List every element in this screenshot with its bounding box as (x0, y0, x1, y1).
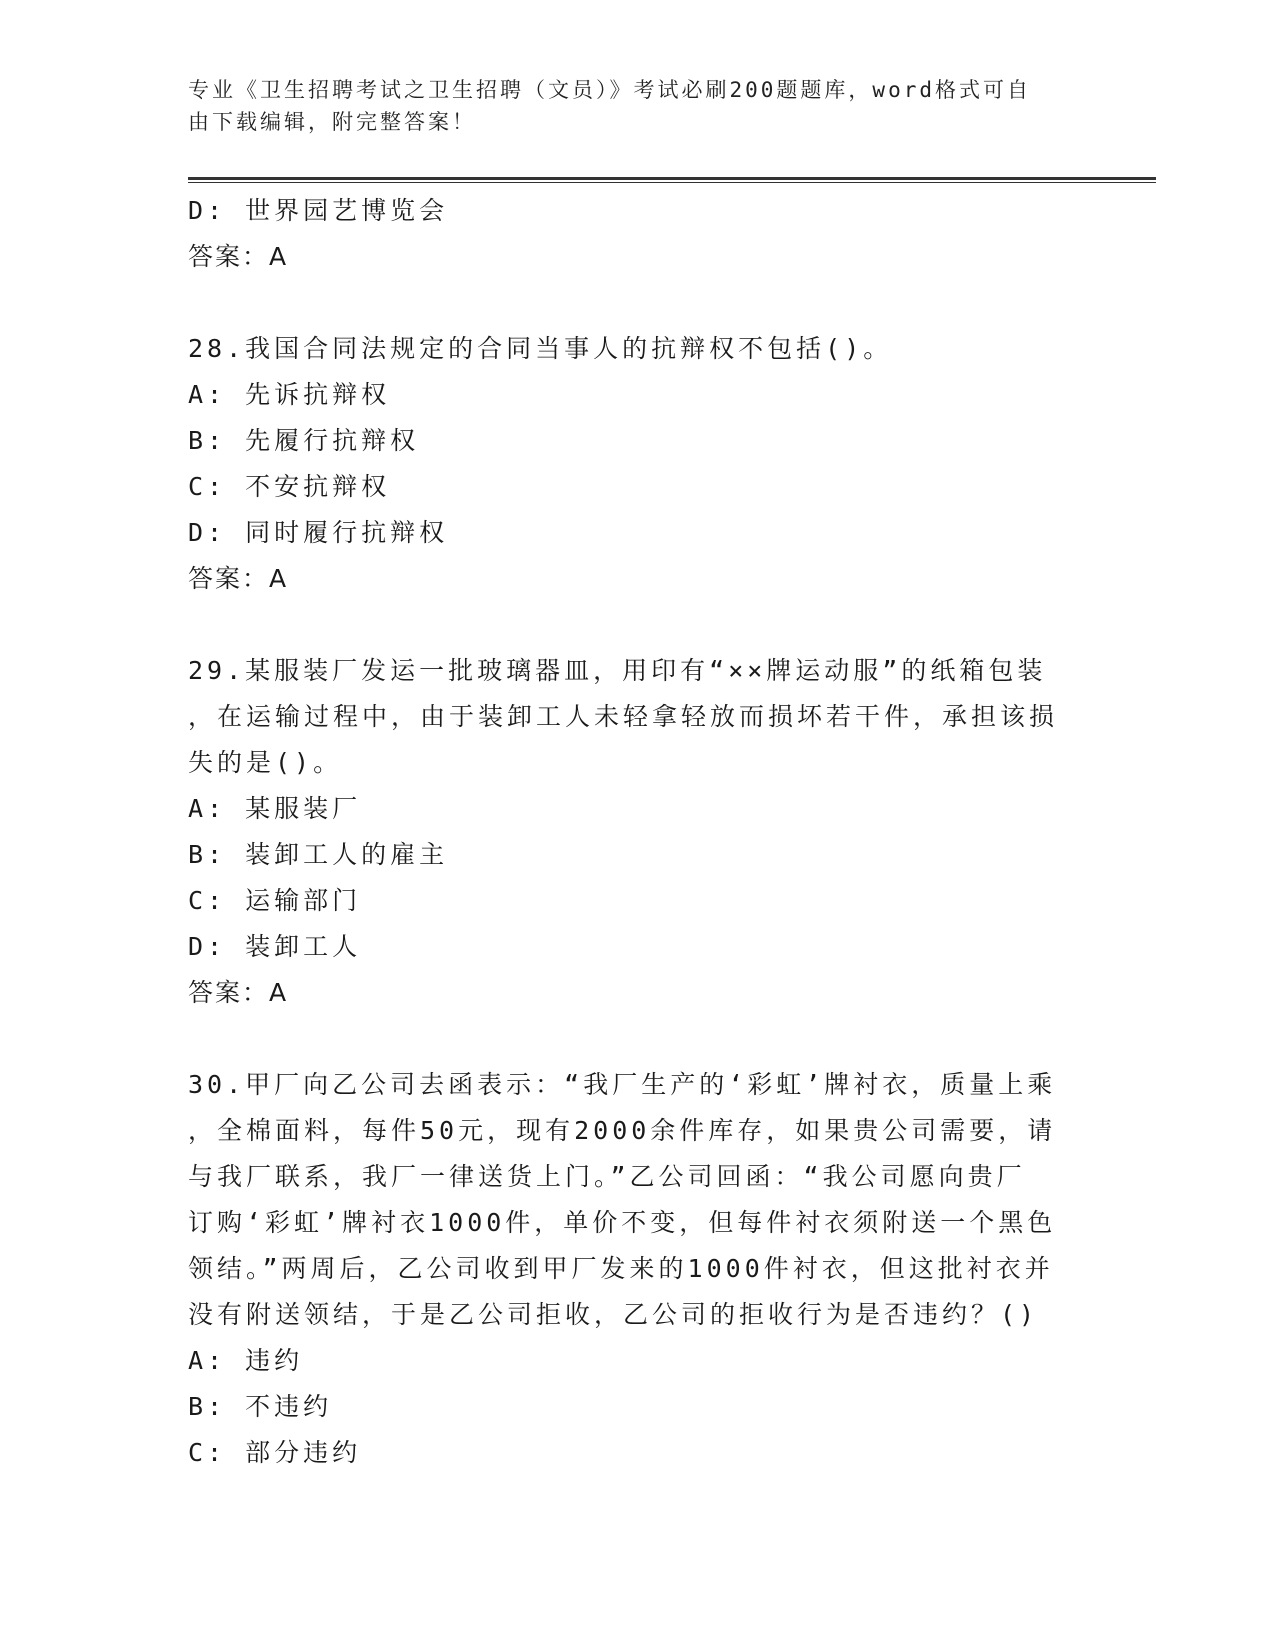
header-line-1: 专业《卫生招聘考试之卫生招聘（文员）》考试必刷200题题库，word格式可自 (188, 78, 1031, 102)
q28-answer: 答案：A (188, 564, 289, 593)
question-content (188, 188, 1088, 1476)
q30-text-line-6: 没有附送领结，于是乙公司拒收，乙公司的拒收行为是否违约？() (188, 1300, 1039, 1329)
prev-answer: 答案：A (188, 242, 289, 271)
q30-text-line-2: ，全棉面料，每件50元，现有2000余件库存，如果贵公司需要，请 (188, 1116, 1057, 1145)
q28-text: 28.我国合同法规定的合同当事人的抗辩权不包括()。 (188, 334, 893, 363)
header-divider-thin (188, 182, 1156, 183)
header-line-2: 由下载编辑，附完整答案！ (188, 110, 476, 134)
q30-option-b: B: 不违约 (188, 1392, 333, 1421)
q30-option-c: C: 部分违约 (188, 1438, 362, 1467)
spacer (188, 602, 1088, 648)
document-header (188, 74, 1088, 138)
q29-answer: 答案：A (188, 978, 289, 1007)
question-29 (188, 648, 1088, 1016)
q28-option-c: C: 不安抗辩权 (188, 472, 391, 501)
question-28 (188, 326, 1088, 602)
q29-text-line-2: ，在运输过程中，由于装卸工人未轻拿轻放而损坏若干件，承担该损 (188, 702, 1059, 731)
q29-option-c: C: 运输部门 (188, 886, 362, 915)
q30-text-line-3: 与我厂联系，我厂一律送货上门。”乙公司回函：“我公司愿向贵厂 (188, 1162, 1026, 1191)
q30-text-line-1: 30.甲厂向乙公司去函表示：“我厂生产的‘彩虹’牌衬衣，质量上乘 (188, 1070, 1057, 1099)
q29-text-line-1: 29.某服装厂发运一批玻璃器皿，用印有“××牌运动服”的纸箱包装 (188, 656, 1047, 685)
prev-question-block (188, 188, 1088, 280)
q29-option-d: D: 装卸工人 (188, 932, 362, 961)
q30-option-a: A: 违约 (188, 1346, 304, 1375)
q28-option-d: D: 同时履行抗辩权 (188, 518, 449, 547)
q28-option-a: A: 先诉抗辩权 (188, 380, 391, 409)
q28-option-b: B: 先履行抗辩权 (188, 426, 420, 455)
prev-option-d: D: 世界园艺博览会 (188, 196, 449, 225)
q30-text-line-4: 订购‘彩虹’牌衬衣1000件，单价不变，但每件衬衣须附送一个黑色 (188, 1208, 1057, 1237)
q29-option-a: A: 某服装厂 (188, 794, 362, 823)
q29-text-line-3: 失的是()。 (188, 748, 343, 777)
spacer (188, 1016, 1088, 1062)
header-divider-thick (188, 177, 1156, 180)
spacer (188, 280, 1088, 326)
q30-text-line-5: 领结。”两周后，乙公司收到甲厂发来的1000件衬衣，但这批衬衣并 (188, 1254, 1054, 1283)
q29-option-b: B: 装卸工人的雇主 (188, 840, 449, 869)
question-30 (188, 1062, 1088, 1476)
